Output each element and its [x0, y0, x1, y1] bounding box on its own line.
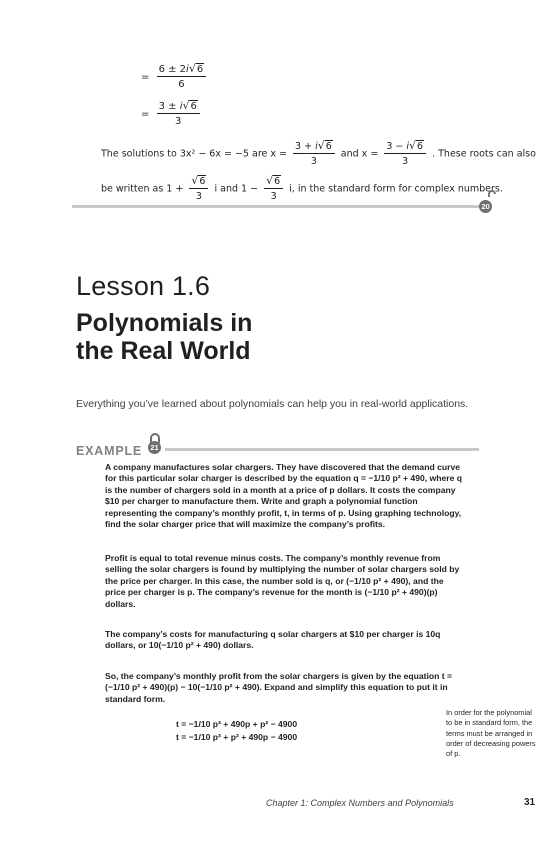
example-number-badge-21: 21: [148, 441, 161, 454]
fraction: [157, 101, 200, 127]
standard-form-line: [101, 176, 503, 202]
example-paragraph-1: A company manufactures solar chargers. They have discovered that the demand curve for this particular solar charger is described by the equation q = −1/10 p² + 490, where q is the number of chargers sold in a month at a price of p dollars. It costs the company $10 per charger to manufacture them. Write and graph a polynomial function representing the company’s monthly profit, t, in terms of p. Using graphing technology, find the solar charger price that will maximize the company’s profits.: [105, 462, 462, 530]
square-root: [179, 99, 197, 112]
square-root: [318, 141, 333, 152]
expanded-equation: t = −1/10 p³ + 490p + p² − 4900: [176, 719, 298, 729]
math-step-2: [141, 101, 200, 127]
denominator: 3: [402, 156, 409, 167]
fraction-imag-part: [264, 176, 283, 202]
square-root: [266, 176, 281, 187]
square-root: [409, 141, 424, 152]
solutions-mid: and x =: [340, 148, 379, 160]
imaginary-unit: i: [406, 141, 409, 152]
page-number: 31: [524, 797, 536, 808]
example-number-badge-20: 20: [479, 200, 492, 213]
fraction: [157, 64, 207, 90]
numerator-text: 6 ± 2: [158, 64, 187, 75]
imaginary-unit: i: [186, 64, 189, 75]
equals-sign: =: [141, 109, 150, 120]
imaginary-unit: i: [315, 141, 318, 152]
radicand: 6: [274, 176, 281, 187]
solutions-line: [101, 141, 536, 167]
radical-sign-icon: √: [409, 139, 417, 152]
radicand: 6: [196, 64, 204, 75]
example-label: EXAMPLE: [76, 444, 143, 458]
fraction-root-1: [293, 141, 335, 167]
radical-sign-icon: √: [182, 99, 190, 112]
solutions-tail: . These roots can also: [432, 148, 536, 160]
denominator: 3: [195, 191, 202, 202]
example-paragraph-4: So, the company’s monthly profit from the solar chargers is given by the equation t = (−1/10 p² + 490)(p) − 10(−1/10 p² + 490). Expand and simplify this equation to put it in standard form.: [105, 671, 453, 704]
radical-sign-icon: √: [188, 62, 196, 75]
example-paragraph-2: Profit is equal to total revenue minus costs. The company’s monthly revenue from selling the solar chargers is found by multiplying the number of solar chargers sold by the price per charger. In this case, the number sold is q, or (−1/10 p² + 490), and the price per charger is p. The company’s revenue for the month is (−1/10 p² + 490)(p) dollars.: [105, 553, 460, 609]
numerator-text: 3 ±: [158, 101, 180, 112]
radicand: 6: [199, 176, 206, 187]
lesson-title-line-2: the Real World: [76, 337, 251, 365]
lesson-intro: Everything you’ve learned about polynomials can help you in real-world applications.: [76, 398, 469, 410]
example-paragraph-3: The company’s costs for manufacturing q solar chargers at $10 per charger is 10q dollars, or 10(−1/10 p² + 490) dollars.: [105, 629, 441, 651]
denominator: 6: [178, 79, 185, 90]
math-step-1: [141, 64, 206, 90]
lesson-title: [76, 309, 252, 365]
radicand: 6: [325, 141, 332, 152]
standard-form-equation: t = −1/10 p³ + p² + 490p − 4900: [176, 732, 298, 742]
numerator-text: 3 −: [386, 141, 407, 152]
denominator: 3: [175, 116, 182, 127]
fraction-real-part: [189, 176, 208, 202]
standard-form-lead: be written as 1 +: [101, 183, 184, 195]
footer-chapter-title: Chapter 1: Complex Numbers and Polynomials: [266, 798, 454, 808]
radical-sign-icon: √: [191, 174, 199, 187]
equals-sign: =: [141, 72, 150, 83]
lesson-number: Lesson 1.6: [76, 271, 211, 301]
margin-note: In order for the polynomial to be in standard form, the terms must be arranged in order of decreasing powers of p.: [446, 708, 536, 759]
imaginary-unit: i: [179, 101, 183, 112]
standard-form-mid: i and 1 −: [214, 183, 259, 195]
lesson-title-line-1: Polynomials in: [76, 309, 253, 337]
fraction-root-2: [384, 141, 426, 167]
radicand: 6: [417, 141, 424, 152]
numerator-text: 3 +: [295, 141, 316, 152]
radical-sign-icon: √: [317, 139, 325, 152]
example-header-rule: [165, 448, 479, 451]
square-root: [191, 176, 206, 187]
end-example-rule: [72, 205, 479, 208]
square-root: [189, 64, 204, 75]
radicand: 6: [190, 101, 197, 112]
denominator: 3: [270, 191, 277, 202]
solutions-lead: The solutions to 3x² − 6x = −5 are x =: [101, 148, 287, 160]
radical-sign-icon: √: [266, 174, 274, 187]
denominator: 3: [310, 156, 317, 167]
standard-form-tail: i, in the standard form for complex numbers.: [289, 183, 503, 195]
